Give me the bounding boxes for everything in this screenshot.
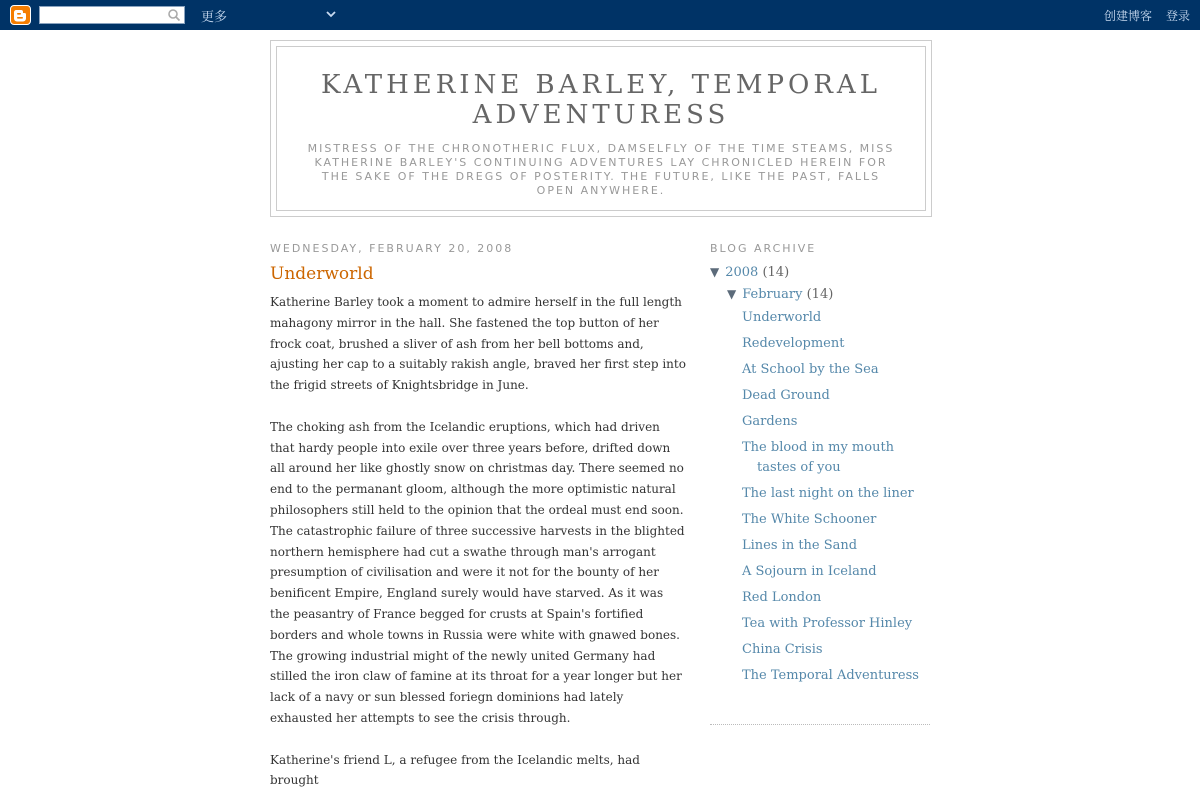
archive-post-link[interactable]: Dead Ground: [742, 388, 830, 403]
archive-post-link[interactable]: Red London: [742, 590, 822, 605]
archive-month-february: [727, 287, 833, 302]
blog-header-inner: [276, 46, 926, 211]
collapse-toggle-icon[interactable]: ▼: [727, 287, 737, 301]
blogger-logo-icon[interactable]: [10, 5, 31, 25]
more-menu-button[interactable]: 更多: [201, 10, 228, 25]
archive-year-link[interactable]: 2008: [725, 265, 759, 280]
create-blog-link[interactable]: 创建博客: [1104, 9, 1153, 23]
blog-title[interactable]: KATHERINE BARLEY, TEMPORAL ADVENTURESS: [321, 70, 881, 130]
archive-post-list: [742, 308, 932, 692]
archive-post-link[interactable]: Tea with Professor Hinley: [742, 616, 913, 631]
post-date: WEDNESDAY, FEBRUARY 20, 2008: [270, 242, 514, 255]
collapse-toggle-icon[interactable]: ▼: [710, 265, 720, 279]
blog-header: [270, 40, 932, 217]
search-input[interactable]: [39, 6, 185, 24]
archive-post-link[interactable]: A Sojourn in Iceland: [742, 564, 877, 579]
post-paragraph: The choking ash from the Icelandic eruptions, which had driven that hardy people into exile over three years before, drifted down all around her like ghostly snow on christmas day. There seemed no end to the permanant gloom, although the more optimistic natural philosophers still held to the opinion that the ordeal must end soon. The catastrophic failure of three successive harvests in the blighted northern hemisphere had cut a swathe through man's arrogant presumption of civilisation and were it not for the bounty of her benificent Empire, England surely would have starved. As it was the peasantry of France begged for crusts at Spain's fortified borders and whole towns in Russia were white with gnawed bones. The growing industrial might of the newly united Germany had stilled the iron claw of famine at its throat for a year longer but her lack of a navy or sun blessed foriegn dominions had lately exhausted her attempts to see the crisis through.: [270, 419, 685, 725]
search-icon[interactable]: [167, 8, 181, 22]
archive-post-link[interactable]: Gardens: [742, 414, 798, 429]
post-paragraph: Katherine Barley took a moment to admire herself in the full length mahagony mirror in the hall. She fastened the top button of her frock coat, brushed a sliver of ash from her bell bottoms and, ajusting her cap to a suitably rakish angle, braved her first step into the frigid streets of Knightsbridge in June.: [270, 295, 686, 393]
blog-archive-heading: BLOG ARCHIVE: [710, 242, 817, 255]
archive-year-2008: [710, 265, 789, 280]
archive-month-link[interactable]: February: [742, 287, 803, 302]
archive-month-count: (14): [806, 287, 834, 302]
archive-year-count: (14): [762, 265, 790, 280]
post-body: [270, 292, 686, 812]
post-paragraph: Katherine's friend L, a refugee from the Icelandic melts, had brought: [270, 752, 640, 788]
archive-post-link[interactable]: China Crisis: [742, 642, 823, 657]
post-title[interactable]: Underworld: [270, 264, 374, 284]
archive-post-link[interactable]: Redevelopment: [742, 336, 845, 351]
archive-post-link[interactable]: Underworld: [742, 310, 822, 325]
chevron-down-icon[interactable]: [325, 9, 337, 19]
blog-description: MISTRESS OF THE CHRONOTHERIC FLUX, DAMSELFLY OF THE TIME STEAMS, MISS KATHERINE BARLEY'S CONTINUING ADVENTURES LAY CHRONICLED HEREIN FOR THE SAKE OF THE DREGS OF POSTERITY. THE FUTURE, LIKE THE PAST, FALLS OPEN ANYWHERE.: [307, 142, 895, 197]
sidebar-divider: [710, 724, 930, 725]
archive-post-link[interactable]: The last night on the liner: [742, 486, 914, 501]
archive-post-link[interactable]: The White Schooner: [742, 512, 877, 527]
archive-post-link[interactable]: Lines in the Sand: [742, 538, 858, 553]
blogger-navbar: [0, 0, 1200, 30]
archive-post-link[interactable]: At School by the Sea: [742, 362, 879, 377]
archive-post-link[interactable]: The blood in my mouth tastes of you: [742, 440, 895, 475]
login-link[interactable]: 登录: [1166, 9, 1191, 23]
archive-post-link[interactable]: The Temporal Adventuress: [742, 668, 919, 683]
